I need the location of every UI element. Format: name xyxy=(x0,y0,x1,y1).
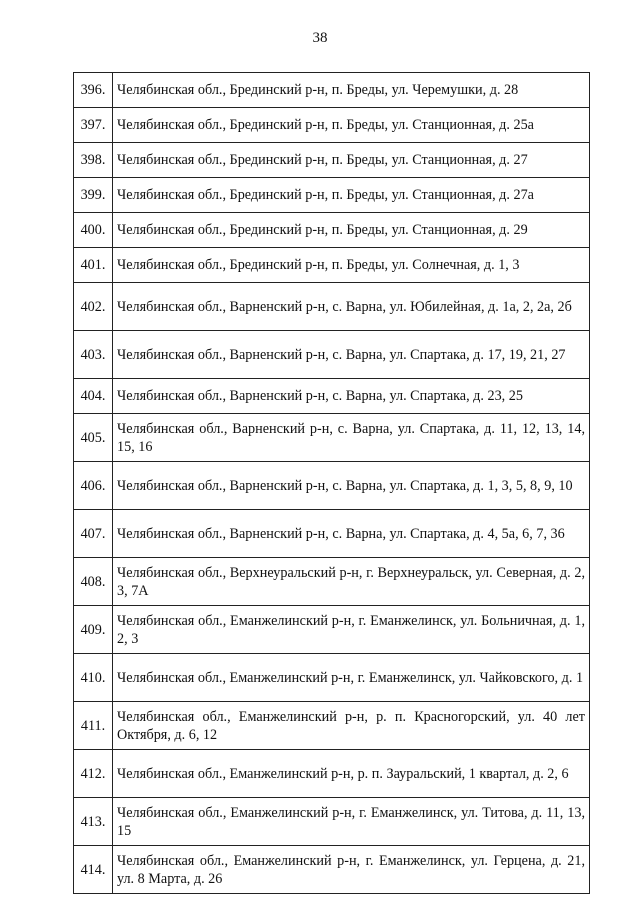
table-row xyxy=(74,846,590,894)
row-number: 410. xyxy=(74,654,113,702)
row-address: Челябинская обл., Варненский р-н, с. Варна, ул. Спартака, д. 1, 3, 5, 8, 9, 10 xyxy=(113,462,590,510)
row-number: 397. xyxy=(74,108,113,143)
table-row xyxy=(74,73,590,108)
table-row xyxy=(74,331,590,379)
table-row xyxy=(74,558,590,606)
row-address: Челябинская обл., Брединский р-н, п. Бреды, ул. Станционная, д. 27а xyxy=(113,178,590,213)
row-address: Челябинская обл., Еманжелинский р-н, г. Еманжелинск, ул. Герцена, д. 21, ул. 8 Марта, д. 26 xyxy=(113,846,590,894)
table-row xyxy=(74,178,590,213)
table-row xyxy=(74,654,590,702)
row-number: 409. xyxy=(74,606,113,654)
row-number: 411. xyxy=(74,702,113,750)
table-row xyxy=(74,462,590,510)
table-row xyxy=(74,798,590,846)
row-number: 408. xyxy=(74,558,113,606)
row-number: 406. xyxy=(74,462,113,510)
row-address: Челябинская обл., Варненский р-н, с. Варна, ул. Юбилейная, д. 1а, 2, 2а, 2б xyxy=(113,283,590,331)
row-number: 400. xyxy=(74,213,113,248)
row-number: 403. xyxy=(74,331,113,379)
row-address: Челябинская обл., Еманжелинский р-н, г. Еманжелинск, ул. Больничная, д. 1, 2, 3 xyxy=(113,606,590,654)
row-address: Челябинская обл., Еманжелинский р-н, р. п. Зауральский, 1 квартал, д. 2, 6 xyxy=(113,750,590,798)
table-row xyxy=(74,510,590,558)
row-number: 401. xyxy=(74,248,113,283)
table-row xyxy=(74,414,590,462)
row-number: 398. xyxy=(74,143,113,178)
page-number: 38 xyxy=(312,30,328,46)
row-number: 407. xyxy=(74,510,113,558)
row-number: 399. xyxy=(74,178,113,213)
row-address: Челябинская обл., Брединский р-н, п. Бреды, ул. Солнечная, д. 1, 3 xyxy=(113,248,590,283)
row-number: 405. xyxy=(74,414,113,462)
row-address: Челябинская обл., Брединский р-н, п. Бреды, ул. Станционная, д. 27 xyxy=(113,143,590,178)
row-number: 396. xyxy=(74,73,113,108)
row-address: Челябинская обл., Еманжелинский р-н, г. Еманжелинск, ул. Титова, д. 11, 13, 15 xyxy=(113,798,590,846)
table-row xyxy=(74,213,590,248)
address-table xyxy=(73,72,590,894)
table-row xyxy=(74,108,590,143)
row-address: Челябинская обл., Еманжелинский р-н, р. п. Красногорский, ул. 40 лет Октября, д. 6, 12 xyxy=(113,702,590,750)
row-address: Челябинская обл., Брединский р-н, п. Бреды, ул. Черемушки, д. 28 xyxy=(113,73,590,108)
table-row xyxy=(74,143,590,178)
row-address: Челябинская обл., Верхнеуральский р-н, г. Верхнеуральск, ул. Северная, д. 2, 3, 7А xyxy=(113,558,590,606)
row-address: Челябинская обл., Брединский р-н, п. Бреды, ул. Станционная, д. 25а xyxy=(113,108,590,143)
row-address: Челябинская обл., Варненский р-н, с. Варна, ул. Спартака, д. 17, 19, 21, 27 xyxy=(113,331,590,379)
table-row xyxy=(74,606,590,654)
row-address: Челябинская обл., Еманжелинский р-н, г. Еманжелинск, ул. Чайковского, д. 1 xyxy=(113,654,590,702)
row-number: 404. xyxy=(74,379,113,414)
table-row xyxy=(74,248,590,283)
row-address: Челябинская обл., Варненский р-н, с. Варна, ул. Спартака, д. 23, 25 xyxy=(113,379,590,414)
table-row xyxy=(74,702,590,750)
table-row xyxy=(74,379,590,414)
row-number: 412. xyxy=(74,750,113,798)
row-number: 402. xyxy=(74,283,113,331)
row-number: 414. xyxy=(74,846,113,894)
row-number: 413. xyxy=(74,798,113,846)
row-address: Челябинская обл., Брединский р-н, п. Бреды, ул. Станционная, д. 29 xyxy=(113,213,590,248)
table-row xyxy=(74,283,590,331)
table-row xyxy=(74,750,590,798)
row-address: Челябинская обл., Варненский р-н, с. Варна, ул. Спартака, д. 4, 5а, 6, 7, 36 xyxy=(113,510,590,558)
row-address: Челябинская обл., Варненский р-н, с. Варна, ул. Спартака, д. 11, 12, 13, 14, 15, 16 xyxy=(113,414,590,462)
